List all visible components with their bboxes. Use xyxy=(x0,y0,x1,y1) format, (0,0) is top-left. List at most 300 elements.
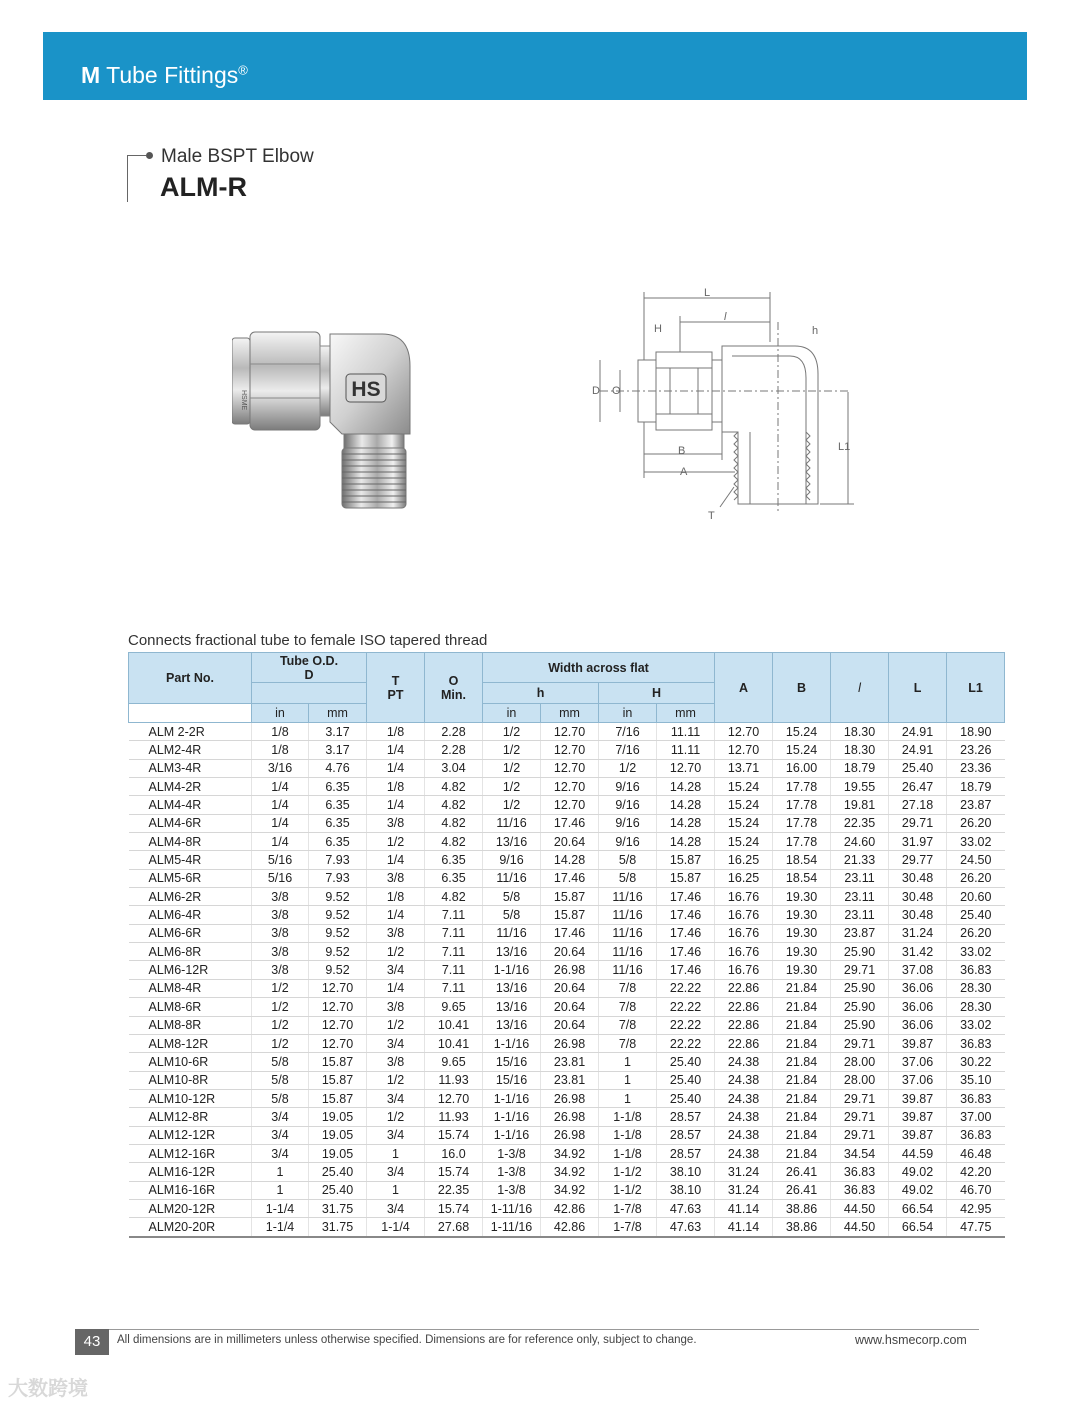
table-cell: 31.75 xyxy=(309,1218,367,1237)
table-cell: 1 xyxy=(599,1071,657,1089)
table-cell: 25.40 xyxy=(309,1163,367,1181)
watermark: 大数跨境 xyxy=(8,1378,88,1400)
table-cell: 24.50 xyxy=(947,851,1005,869)
table-cell: 15/16 xyxy=(483,1071,541,1089)
part-no-spacer xyxy=(129,704,252,723)
table-cell: 3/8 xyxy=(252,943,309,961)
part-number-cell: ALM10-6R xyxy=(129,1053,252,1071)
table-cell: 1/2 xyxy=(599,759,657,777)
part-number-cell: ALM16-16R xyxy=(129,1181,252,1199)
table-row xyxy=(129,1144,1005,1162)
dim-l-label: l xyxy=(724,311,727,323)
table-cell: 19.30 xyxy=(773,943,831,961)
product-code: ALM-R xyxy=(160,172,247,202)
table-cell: 1/4 xyxy=(367,759,425,777)
table-cell: 3.17 xyxy=(309,741,367,759)
table-cell: 17.46 xyxy=(657,924,715,942)
table-cell: 26.98 xyxy=(541,961,599,979)
table-cell: 41.14 xyxy=(715,1218,773,1237)
table-cell: 23.81 xyxy=(541,1053,599,1071)
table-cell: 21.84 xyxy=(773,1016,831,1034)
part-number-cell: ALM5-4R xyxy=(129,851,252,869)
table-cell: 49.02 xyxy=(889,1163,947,1181)
table-cell: 3/8 xyxy=(367,924,425,942)
table-cell: 26.47 xyxy=(889,778,947,796)
table-cell: 7.11 xyxy=(425,961,483,979)
table-cell: 1/2 xyxy=(252,1034,309,1052)
thread-lines xyxy=(342,448,406,508)
table-cell: 22.35 xyxy=(425,1181,483,1199)
table-cell: 11/16 xyxy=(483,869,541,887)
table-cell: 12.70 xyxy=(309,1034,367,1052)
table-cell: 4.76 xyxy=(309,759,367,777)
table-cell: 42.95 xyxy=(947,1199,1005,1217)
table-cell: 22.22 xyxy=(657,1016,715,1034)
table-cell: 19.05 xyxy=(309,1126,367,1144)
table-cell: 36.83 xyxy=(831,1181,889,1199)
table-cell: 26.98 xyxy=(541,1089,599,1107)
table-row xyxy=(129,924,1005,942)
table-cell: 3/8 xyxy=(252,924,309,942)
table-cell: 17.78 xyxy=(773,796,831,814)
table-cell: 12.70 xyxy=(541,723,599,741)
table-cell: 38.86 xyxy=(773,1218,831,1237)
table-cell: 23.36 xyxy=(947,759,1005,777)
table-cell: 26.41 xyxy=(773,1181,831,1199)
table-cell: 19.81 xyxy=(831,796,889,814)
table-cell: 30.48 xyxy=(889,869,947,887)
table-cell: 11/16 xyxy=(599,906,657,924)
table-cell: 46.70 xyxy=(947,1181,1005,1199)
part-number-cell: ALM6-4R xyxy=(129,906,252,924)
table-cell: 39.87 xyxy=(889,1126,947,1144)
footer-note: All dimensions are in millimeters unless otherwise specified. Dimensions are for reference only, subject to change. xyxy=(117,1334,697,1346)
table-cell: 1/2 xyxy=(483,723,541,741)
table-cell: 3/4 xyxy=(367,1089,425,1107)
table-cell: 3/4 xyxy=(367,1034,425,1052)
dim-D-label: D xyxy=(592,385,600,397)
table-cell: 31.97 xyxy=(889,833,947,851)
table-cell: 11.93 xyxy=(425,1071,483,1089)
table-cell: 38.86 xyxy=(773,1199,831,1217)
table-cell: 1-1/4 xyxy=(252,1199,309,1217)
table-row xyxy=(129,1016,1005,1034)
table-cell: 1-11/16 xyxy=(483,1199,541,1217)
table-cell: 31.24 xyxy=(715,1181,773,1199)
table-cell: 28.00 xyxy=(831,1053,889,1071)
table-cell: 12.70 xyxy=(309,1016,367,1034)
table-cell: 66.54 xyxy=(889,1199,947,1217)
table-cell: 11.11 xyxy=(657,723,715,741)
table-cell: 34.92 xyxy=(541,1181,599,1199)
table-cell: 5/8 xyxy=(252,1071,309,1089)
table-cell: 3/8 xyxy=(367,1053,425,1071)
table-cell: 22.86 xyxy=(715,979,773,997)
table-cell: 3/4 xyxy=(252,1144,309,1162)
table-row xyxy=(129,741,1005,759)
table-cell: 15.24 xyxy=(773,723,831,741)
table-cell: 18.90 xyxy=(947,723,1005,741)
table-cell: 4.82 xyxy=(425,833,483,851)
table-cell: 1-1/4 xyxy=(367,1218,425,1237)
table-cell: 1 xyxy=(367,1144,425,1162)
table-cell: 19.55 xyxy=(831,778,889,796)
table-cell: 1 xyxy=(252,1163,309,1181)
col-part-no: Part No. xyxy=(129,653,252,704)
table-row xyxy=(129,759,1005,777)
table-cell: 24.60 xyxy=(831,833,889,851)
table-cell: 19.30 xyxy=(773,961,831,979)
table-row xyxy=(129,1218,1005,1237)
table-cell: 1 xyxy=(599,1089,657,1107)
table-cell: 3/4 xyxy=(367,1199,425,1217)
table-cell: 7.11 xyxy=(425,943,483,961)
table-cell: 1/4 xyxy=(252,833,309,851)
table-cell: 24.38 xyxy=(715,1071,773,1089)
table-cell: 16.25 xyxy=(715,869,773,887)
table-cell: 11/16 xyxy=(599,943,657,961)
table-cell: 1-1/16 xyxy=(483,961,541,979)
part-number-cell: ALM4-4R xyxy=(129,796,252,814)
dim-A-label: A xyxy=(680,466,688,478)
table-cell: 26.20 xyxy=(947,869,1005,887)
brand-letter: M xyxy=(81,62,101,88)
table-cell: 36.83 xyxy=(947,1126,1005,1144)
table-cell: 11/16 xyxy=(599,888,657,906)
table-cell: 24.38 xyxy=(715,1108,773,1126)
table-cell: 66.54 xyxy=(889,1218,947,1237)
table-cell: 18.54 xyxy=(773,851,831,869)
table-cell: 15.87 xyxy=(657,869,715,887)
table-row xyxy=(129,1199,1005,1217)
part-number-cell: ALM10-12R xyxy=(129,1089,252,1107)
table-cell: 3/4 xyxy=(367,961,425,979)
table-cell: 1 xyxy=(599,1053,657,1071)
table-cell: 5/8 xyxy=(599,869,657,887)
table-cell: 1/4 xyxy=(367,906,425,924)
table-row xyxy=(129,888,1005,906)
table-cell: 1/2 xyxy=(483,759,541,777)
table-cell: 17.78 xyxy=(773,833,831,851)
table-cell: 1/2 xyxy=(367,1016,425,1034)
table-cell: 23.26 xyxy=(947,741,1005,759)
table-row xyxy=(129,778,1005,796)
table-cell: 11/16 xyxy=(483,814,541,832)
table-cell: 44.50 xyxy=(831,1218,889,1237)
table-cell: 15.87 xyxy=(309,1053,367,1071)
table-cell: 1/8 xyxy=(252,741,309,759)
col-tube-od xyxy=(252,653,367,683)
footer-divider xyxy=(109,1329,979,1330)
table-cell: 12.70 xyxy=(715,741,773,759)
hsme-engraving: HSME xyxy=(240,390,247,411)
table-cell: 9.52 xyxy=(309,888,367,906)
table-cell: 34.92 xyxy=(541,1163,599,1181)
footer-url: www.hsmecorp.com xyxy=(855,1333,967,1347)
table-cell: 28.30 xyxy=(947,979,1005,997)
table-cell: 11/16 xyxy=(599,961,657,979)
table-cell: 1/4 xyxy=(367,796,425,814)
table-cell: 1/4 xyxy=(367,979,425,997)
table-cell: 17.46 xyxy=(541,924,599,942)
table-cell: 37.06 xyxy=(889,1053,947,1071)
table-cell: 9.52 xyxy=(309,961,367,979)
table-cell: 20.64 xyxy=(541,943,599,961)
table-cell: 9.65 xyxy=(425,1053,483,1071)
table-cell: 16.00 xyxy=(773,759,831,777)
table-cell: 47.75 xyxy=(947,1218,1005,1237)
col-waf-h: h xyxy=(483,683,599,704)
table-cell: 23.11 xyxy=(831,869,889,887)
technical-drawing xyxy=(580,282,870,527)
hs-logo: HS xyxy=(351,378,381,401)
table-cell: 36.06 xyxy=(889,998,947,1016)
table-cell: 21.33 xyxy=(831,851,889,869)
table-cell: 35.10 xyxy=(947,1071,1005,1089)
part-number-cell: ALM20-20R xyxy=(129,1218,252,1237)
table-cell: 1/4 xyxy=(252,814,309,832)
title-banner xyxy=(43,32,1027,100)
t-sub: PT xyxy=(387,687,404,702)
part-number-cell: ALM2-4R xyxy=(129,741,252,759)
table-cell: 37.00 xyxy=(947,1108,1005,1126)
part-number-cell: ALM12-8R xyxy=(129,1108,252,1126)
dim-T-label: T xyxy=(708,510,715,522)
page-number: 43 xyxy=(75,1329,109,1355)
table-cell: 31.24 xyxy=(715,1163,773,1181)
table-cell: 33.02 xyxy=(947,1016,1005,1034)
table-cell: 4.82 xyxy=(425,888,483,906)
table-cell: 19.30 xyxy=(773,924,831,942)
table-cell: 25.40 xyxy=(657,1053,715,1071)
table-cell: 3/8 xyxy=(367,869,425,887)
product-photo xyxy=(232,326,432,516)
col-o xyxy=(425,653,483,723)
table-cell: 11/16 xyxy=(599,924,657,942)
part-number-cell: ALM4-2R xyxy=(129,778,252,796)
table-cell: 12.70 xyxy=(715,723,773,741)
table-cell: 1/2 xyxy=(252,979,309,997)
col-t xyxy=(367,653,425,723)
table-cell: 17.46 xyxy=(657,906,715,924)
table-cell: 1/2 xyxy=(483,741,541,759)
table-cell: 30.22 xyxy=(947,1053,1005,1071)
table-cell: 12.70 xyxy=(541,741,599,759)
part-number-cell: ALM5-6R xyxy=(129,869,252,887)
table-cell: 15.24 xyxy=(715,814,773,832)
table-cell: 3/16 xyxy=(252,759,309,777)
table-cell: 3/8 xyxy=(367,998,425,1016)
table-cell: 7/8 xyxy=(599,998,657,1016)
table-cell: 1/8 xyxy=(367,778,425,796)
table-cell: 25.40 xyxy=(657,1071,715,1089)
table-cell: 3/8 xyxy=(252,961,309,979)
table-cell: 11/16 xyxy=(483,924,541,942)
table-cell: 10.41 xyxy=(425,1016,483,1034)
table-row xyxy=(129,998,1005,1016)
table-cell: 1-7/8 xyxy=(599,1218,657,1237)
table-cell: 21.84 xyxy=(773,1126,831,1144)
part-number-cell: ALM16-12R xyxy=(129,1163,252,1181)
table-cell: 9/16 xyxy=(599,778,657,796)
o-label: O xyxy=(448,673,459,688)
table-cell: 28.00 xyxy=(831,1071,889,1089)
table-cell: 24.91 xyxy=(889,741,947,759)
table-cell: 20.64 xyxy=(541,979,599,997)
t-label: T xyxy=(391,673,400,688)
table-cell: 7.11 xyxy=(425,906,483,924)
table-cell: 19.30 xyxy=(773,888,831,906)
table-cell: 6.35 xyxy=(309,833,367,851)
table-cell: 3/8 xyxy=(367,814,425,832)
table-cell: 1/2 xyxy=(367,833,425,851)
table-cell: 29.77 xyxy=(889,851,947,869)
part-number-cell: ALM6-12R xyxy=(129,961,252,979)
table-row xyxy=(129,906,1005,924)
table-cell: 15.74 xyxy=(425,1126,483,1144)
part-number-cell: ALM6-6R xyxy=(129,924,252,942)
table-cell: 1 xyxy=(252,1181,309,1199)
table-cell: 42.20 xyxy=(947,1163,1005,1181)
table-cell: 21.84 xyxy=(773,998,831,1016)
table-cell: 23.11 xyxy=(831,906,889,924)
table-cell: 6.35 xyxy=(425,869,483,887)
table-cell: 17.78 xyxy=(773,814,831,832)
table-cell: 1/4 xyxy=(367,851,425,869)
part-number-cell: ALM12-16R xyxy=(129,1144,252,1162)
table-cell: 3/8 xyxy=(252,906,309,924)
table-cell: 25.40 xyxy=(947,906,1005,924)
table-cell: 1-7/8 xyxy=(599,1199,657,1217)
table-cell: 16.25 xyxy=(715,851,773,869)
table-cell: 31.42 xyxy=(889,943,947,961)
table-cell: 16.76 xyxy=(715,924,773,942)
table-cell: 25.90 xyxy=(831,979,889,997)
dim-B-label: B xyxy=(678,445,686,457)
table-cell: 37.06 xyxy=(889,1071,947,1089)
table-cell: 22.22 xyxy=(657,979,715,997)
table-cell: 3/4 xyxy=(252,1108,309,1126)
table-cell: 19.05 xyxy=(309,1144,367,1162)
table-cell: 17.46 xyxy=(657,943,715,961)
table-cell: 20.64 xyxy=(541,833,599,851)
table-cell: 15.87 xyxy=(309,1089,367,1107)
table-cell: 34.54 xyxy=(831,1144,889,1162)
table-cell: 24.38 xyxy=(715,1126,773,1144)
table-cell: 27.18 xyxy=(889,796,947,814)
table-cell: 22.86 xyxy=(715,1034,773,1052)
table-cell: 20.64 xyxy=(541,998,599,1016)
table-cell: 13/16 xyxy=(483,998,541,1016)
table-cell: 24.38 xyxy=(715,1053,773,1071)
part-number-cell: ALM6-8R xyxy=(129,943,252,961)
table-cell: 12.70 xyxy=(657,759,715,777)
unit-mm: mm xyxy=(541,704,599,723)
table-cell: 13/16 xyxy=(483,833,541,851)
table-cell: 1-1/2 xyxy=(599,1163,657,1181)
table-cell: 5/8 xyxy=(599,851,657,869)
table-cell: 19.30 xyxy=(773,906,831,924)
table-cell: 42.86 xyxy=(541,1199,599,1217)
table-cell: 22.86 xyxy=(715,998,773,1016)
table-cell: 39.87 xyxy=(889,1034,947,1052)
table-cell: 46.48 xyxy=(947,1144,1005,1162)
col-width-across-flat: Width across flat xyxy=(483,653,715,683)
table-cell: 1-1/2 xyxy=(599,1181,657,1199)
banner-title-text: Tube Fittings xyxy=(106,62,239,88)
table-cell: 36.06 xyxy=(889,1016,947,1034)
part-number-cell: ALM8-8R xyxy=(129,1016,252,1034)
table-cell: 2.28 xyxy=(425,741,483,759)
table-cell: 6.35 xyxy=(425,851,483,869)
table-cell: 11.11 xyxy=(657,741,715,759)
table-cell: 31.75 xyxy=(309,1199,367,1217)
table-cell: 36.06 xyxy=(889,979,947,997)
table-cell: 29.71 xyxy=(831,961,889,979)
table-cell: 7.93 xyxy=(309,851,367,869)
table-cell: 15.24 xyxy=(715,796,773,814)
header-bracket xyxy=(127,155,146,202)
table-cell: 26.98 xyxy=(541,1126,599,1144)
bullet-dot xyxy=(146,152,153,159)
table-cell: 1/8 xyxy=(252,723,309,741)
table-row xyxy=(129,723,1005,741)
table-cell: 21.84 xyxy=(773,1089,831,1107)
table-row xyxy=(129,1163,1005,1181)
table-cell: 14.28 xyxy=(657,778,715,796)
table-row xyxy=(129,1181,1005,1199)
product-subtitle: Male BSPT Elbow xyxy=(161,146,314,167)
col-l-small: l xyxy=(831,653,889,723)
table-cell: 1/2 xyxy=(483,796,541,814)
table-cell: 21.84 xyxy=(773,1071,831,1089)
table-cell: 4.82 xyxy=(425,814,483,832)
table-cell: 21.84 xyxy=(773,1108,831,1126)
table-cell: 41.14 xyxy=(715,1199,773,1217)
unit-in: in xyxy=(483,704,541,723)
table-cell: 17.46 xyxy=(541,814,599,832)
part-number-cell: ALM 2-2R xyxy=(129,723,252,741)
table-row xyxy=(129,1126,1005,1144)
table-cell: 23.87 xyxy=(947,796,1005,814)
table-row xyxy=(129,979,1005,997)
table-cell: 23.81 xyxy=(541,1071,599,1089)
table-cell: 22.35 xyxy=(831,814,889,832)
table-cell: 1/8 xyxy=(367,888,425,906)
part-number-cell: ALM6-2R xyxy=(129,888,252,906)
table-cell: 36.83 xyxy=(947,1089,1005,1107)
table-cell: 11.93 xyxy=(425,1108,483,1126)
table-cell: 1/4 xyxy=(367,741,425,759)
table-caption: Connects fractional tube to female ISO tapered thread xyxy=(128,632,488,649)
table-row xyxy=(129,869,1005,887)
tube-od-symbol: D xyxy=(304,667,314,682)
col-l1: L1 xyxy=(947,653,1005,723)
table-cell: 12.70 xyxy=(425,1089,483,1107)
table-cell: 18.30 xyxy=(831,723,889,741)
table-cell: 19.05 xyxy=(309,1108,367,1126)
table-cell: 38.10 xyxy=(657,1181,715,1199)
table-cell: 38.10 xyxy=(657,1163,715,1181)
table-cell: 13/16 xyxy=(483,1016,541,1034)
table-cell: 17.46 xyxy=(657,961,715,979)
table-cell: 16.76 xyxy=(715,888,773,906)
table-cell: 29.71 xyxy=(831,1089,889,1107)
table-cell: 1-1/8 xyxy=(599,1108,657,1126)
table-cell: 1-1/16 xyxy=(483,1034,541,1052)
table-cell: 9.65 xyxy=(425,998,483,1016)
table-cell: 15.87 xyxy=(657,851,715,869)
